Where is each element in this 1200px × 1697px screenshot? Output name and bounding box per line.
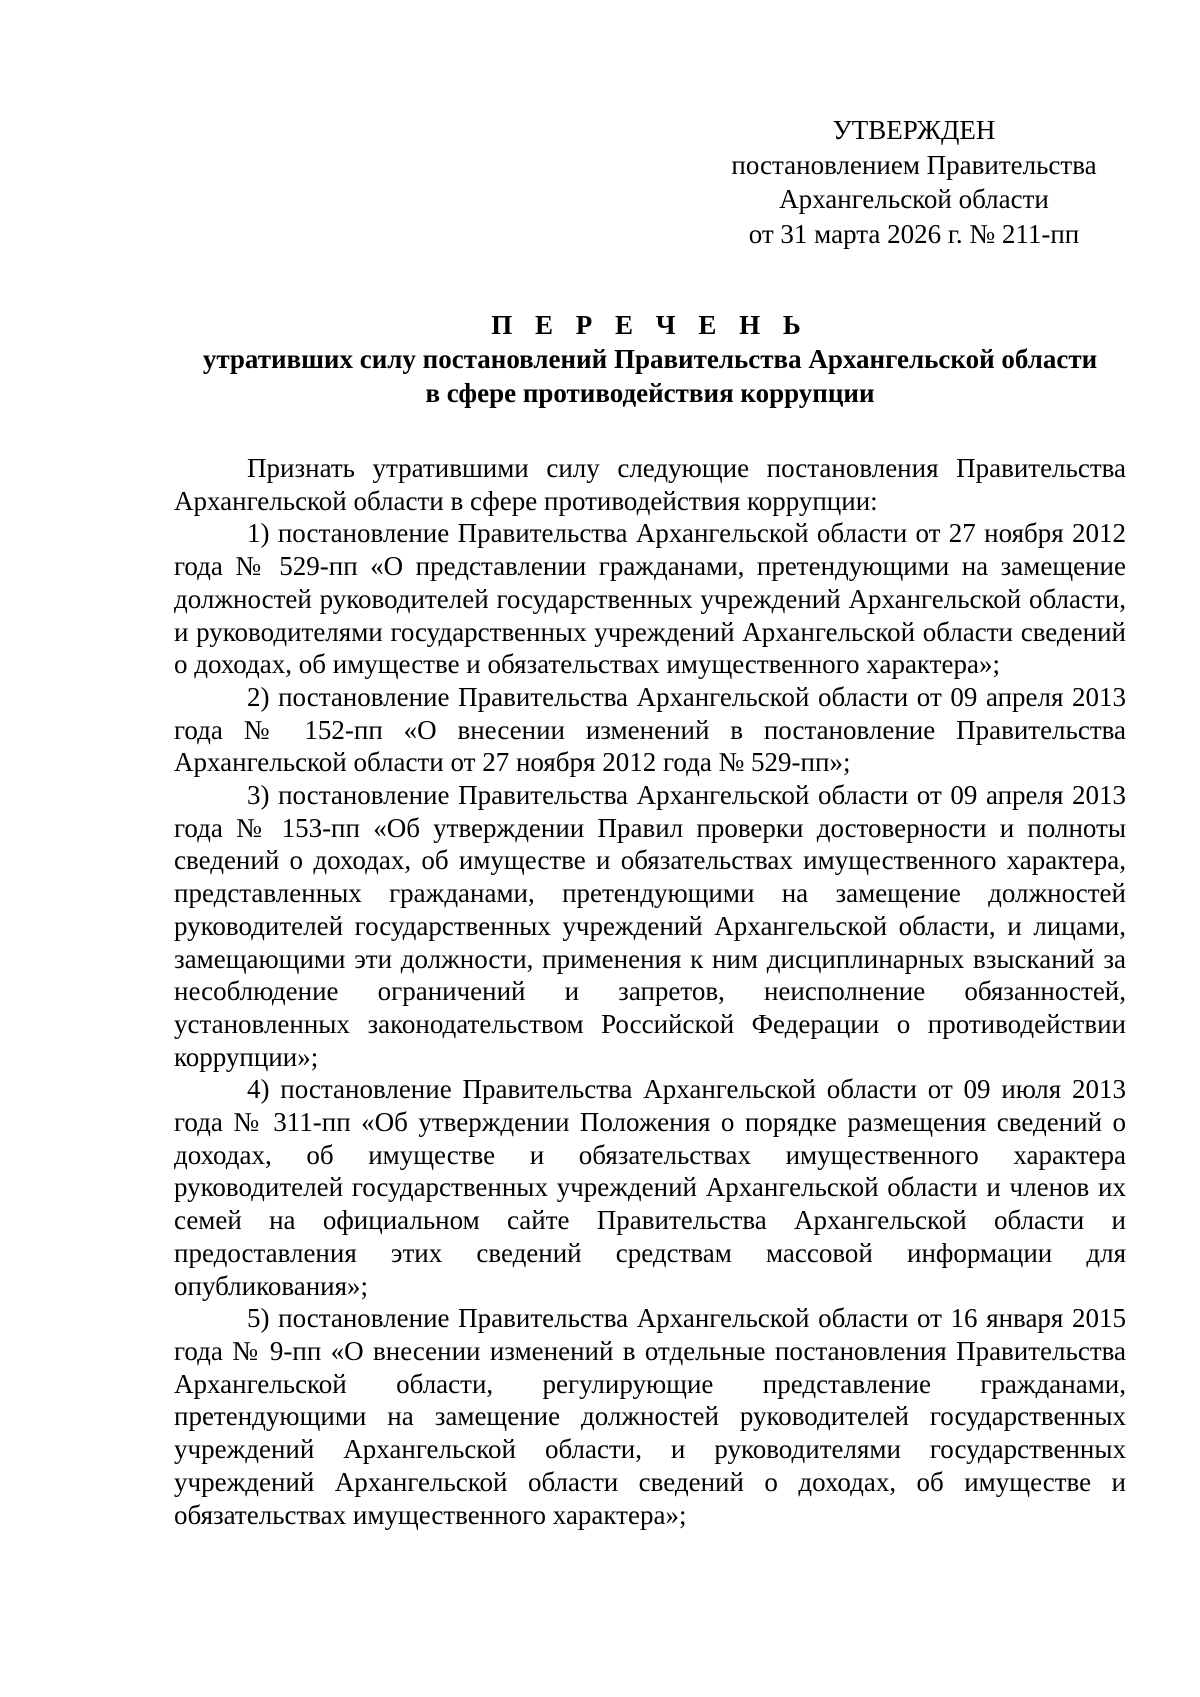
intro-paragraph: Признать утратившими силу следующие постановления Правительства Архангельской области в сфере противодействия коррупции:	[174, 453, 1126, 516]
approval-stamp-block	[688, 113, 1140, 251]
list-item: 1) постановление Правительства Архангельской области от 27 ноября 2012 года № 529-пп «О представлении гражданами, претендующими на замещение должностей руководителей государственных учреждений Архангельской области, и руководителями государственных учреждений Архангельской области сведений о доходах, об имуществе и обязательствах имущественного характера»;	[174, 518, 1126, 680]
heading-subtitle-line1: утративших силу постановлений Правительства Архангельской области	[202, 344, 1098, 374]
list-item: 2) постановление Правительства Архангельской области от 09 апреля 2013 года № 152-пп «О внесении изменений в постановление Правительства Архангельской области от 27 ноября 2012 года № 529-пп»;	[174, 681, 1126, 778]
heading-subtitle-line2: в сфере противодействия коррупции	[425, 378, 875, 408]
approval-line-date: от 31 марта 2026 г. № 211-пп	[748, 218, 1080, 249]
approval-line-decree: постановлением Правительства	[731, 149, 1097, 180]
document-heading	[170, 308, 1130, 410]
list-item: 4) постановление Правительства Архангельской области от 09 июля 2013 года № 311-пп «Об утверждении Положения о порядке размещения сведений о доходах, об имуществе и обязательствах имущественного характера руководителей государственных учреждений Архангельской области и членов их семей на официальном сайте Правительства Архангельской области и предоставления этих сведений средствам массовой информации для опубликования»;	[174, 1074, 1126, 1301]
list-item: 3) постановление Правительства Архангельской области от 09 апреля 2013 года № 153-пп «Об утверждении Правил проверки достоверности и полноты сведений о доходах, об имуществе и обязательствах имущественного характера, представленных гражданами, претендующими на замещение должностей руководителей государственных учреждений Архангельской области, и лицами, замещающими эти должности, применения к ним дисциплинарных взысканий за несоблюдение ограничений и запретов, неисполнение обязанностей, установленных законодательством Российской Федерации о противодействии коррупции»;	[174, 780, 1126, 1072]
document-body	[174, 452, 1126, 1531]
list-item: 5) постановление Правительства Архангельской области от 16 января 2015 года № 9-пп «О внесении изменений в отдельные постановления Правительства Архангельской области, регулирующие представление гражданами, претендующими на замещение должностей руководителей государственных учреждений Архангельской области, и руководителями государственных учреждений Архангельской области сведений о доходах, об имуществе и обязательствах имущественного характера»;	[174, 1303, 1126, 1530]
approval-line-region: Архангельской области	[779, 184, 1049, 214]
heading-title: П Е Р Е Ч Е Н Ь	[491, 310, 809, 340]
approval-title: УТВЕРЖДЕН	[832, 115, 996, 145]
